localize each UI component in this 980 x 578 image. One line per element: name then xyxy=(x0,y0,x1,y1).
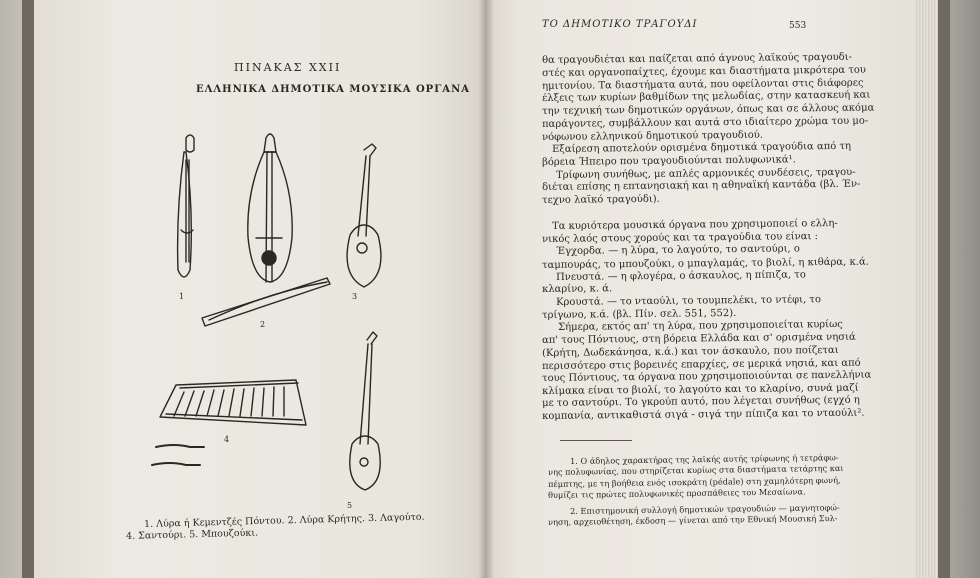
body-line: τρίγωνο, κ.ά. (βλ. Πίν. σελ. 551, 552). xyxy=(541,307,737,321)
body-line: Τρίφωνη συνήθως, με απλές αρμονικές συνδέσεις, τραγου- xyxy=(555,166,856,181)
footnote-rule xyxy=(560,440,632,441)
body-line: περισσότερο στις βορεινές επαρχίες, σε μερικά νησιά, και από xyxy=(541,357,861,372)
body-line: την τεχνική των δημοτικών οργάνων, όπως και σε άλλους ακόμα xyxy=(541,102,875,117)
body-line: βόρεια Ήπειρο που τραγουδιούνται πολυφωνικά¹. xyxy=(541,154,796,168)
plate-title: ΠΙΝΑΚΑΣ XXII xyxy=(234,61,342,74)
figure-number-2: 2 xyxy=(260,320,266,329)
figure-number-5: 5 xyxy=(347,501,353,510)
body-line: ημιτονίου. Τα διαστήματα αυτά, που οφείλονται στις διάφορες xyxy=(541,77,864,92)
body-line: Τα κυριότερα μουσικά όργανα που χρησιμοποιεί ο ελλη- xyxy=(551,218,838,232)
body-line: Πνευστά. — η φλογέρα, ο άσκαυλος, η πίπιζα, το xyxy=(555,269,806,283)
page-number: 553 xyxy=(789,21,807,31)
figure-number-3: 3 xyxy=(352,292,358,301)
book-gutter xyxy=(478,0,494,578)
plate-subtitle: ΕΛΛΗΝΙΚΑ ΔΗΜΟΤΙΚΑ ΜΟΥΣΙΚΑ ΟΡΓΑΝΑ xyxy=(196,84,470,95)
page-edges xyxy=(916,0,938,578)
figure-number-4: 4 xyxy=(224,435,230,444)
figure-number-1: 1 xyxy=(179,292,185,301)
body-line: νόφωνου ελληνικού δημοτικού τραγουδιού. xyxy=(541,129,764,143)
body-line: κομπανία, αντικαθιστά σιγά - σιγά την πίπιζα και το νταούλι². xyxy=(541,407,865,422)
body-line: κλαρίνο, κ. ά. xyxy=(541,283,613,295)
body-line: θα τραγουδιέται και παίζεται από άγνους λαϊκούς τραγουδι- xyxy=(541,51,853,66)
body-line: κλίμακα είναι το βιολί, το λαγούτο και το κλαρίνο, συνά μαζί xyxy=(541,382,859,397)
body-line: έλξεις των κυρίων βαθμίδων της μελωδίας, στην κατασκευή και xyxy=(541,89,871,104)
left-page xyxy=(34,0,486,578)
body-line: στές και οργανοπαίχτες, έχουμε και διαστήματα μικρότερα του xyxy=(541,64,867,79)
bow-drawing xyxy=(202,278,330,326)
footnote-line: πέμπτης, με τη βοήθεια ενός ισοκράτη (pédale) στη χαμηλότερη φωνή, xyxy=(547,474,841,489)
body-line: Εξαίρεση αποτελούν ορισμένα δημοτικά τραγούδια από τη xyxy=(551,140,852,155)
body-line: τεχνο λαϊκό τραγούδι). xyxy=(541,193,660,206)
instrument-illustrations xyxy=(34,0,486,578)
body-line: Έγχορδα. — η λύρα, το λαγούτο, το σαντούρι, ο xyxy=(555,243,800,257)
body-line: (Κρήτη, Δωδεκάνησα, κ.ά.) και τον άσκαυλο, που ποίζεται xyxy=(541,344,839,359)
plate-caption-line-1: 1. Λύρα ή Κεμεντζές Πόντου. 2. Λύρα Κρήτης. 3. Λαγούτο. xyxy=(143,511,425,530)
running-head: ΤΟ ΔΗΜΟΤΙΚΟ ΤΡΑΓΟΥΔΙ xyxy=(542,19,698,30)
plate-caption-line-2: 4. Σαντούρι. 5. Μπουζούκι. xyxy=(125,527,259,542)
footnote-line: νης πολυφωνίας, που στηρίζεται κυρίως στα διαστήματα τετάρτης και xyxy=(547,462,844,477)
right-page xyxy=(486,0,916,578)
santouri-drawing xyxy=(152,380,306,465)
body-line: με το σαντούρι. Το γκρούπ αυτό, που λέγεται συνήθως (εγχό η xyxy=(541,394,860,409)
body-line: ταμπουράς, το μπουζούκι, ο μπαγλαμάς, το βιολί, η κιθάρα, κ.ά. xyxy=(541,256,869,271)
footnote-line: θυμίζει τις πρώτες πολυφωνικές προσπάθειες του Μεσαίωνα. xyxy=(547,486,806,500)
body-line: νικός λαός στους χορούς και τα τραγούδια του είναι : xyxy=(541,231,819,245)
body-line: διέται επίσης η επτανησιακή και η αθηναϊκή καντάδα (βλ. Έν- xyxy=(541,178,861,193)
body-line: παράγοντες, συμβάλλουν και αυτά στο ιδιαίτερο χρώμα του μο- xyxy=(541,115,869,130)
cretan-lyra-drawing xyxy=(248,134,292,282)
bouzouki-drawing xyxy=(350,332,380,490)
body-line: απ' τους Πόντιους, στη βόρεια Ελλάδα και σ' ορισμένα νησιά xyxy=(541,331,856,346)
laouto-drawing xyxy=(347,144,381,287)
footnote-line: 2. Επιστημονική συλλογή δημοτικών τραγουδιών — μαγνητοφώ- xyxy=(569,502,840,516)
footnote-line: νηση, αρχειοθέτηση, έκδοση — γίνεται από την Εθνική Μουσική Συλ- xyxy=(547,512,838,527)
body-line: τους Πόντιους, τα όργανα που χρησιμοποιούνται σε πανελλήνια xyxy=(541,369,872,384)
body-line: Σήμερα, εκτός απ' τη λύρα, που χρησιμοποιείται κυρίως xyxy=(557,319,843,333)
body-line: Κρουστά. — το νταούλι, το τουμπελέκι, το ντέφι, το xyxy=(555,294,822,308)
pontic-lyra-drawing xyxy=(178,135,194,277)
footnote-line: 1. Ο άδηλος χαρακτήρας της λαϊκής αυτής τρίφωνης ή τετράφω- xyxy=(569,452,839,466)
